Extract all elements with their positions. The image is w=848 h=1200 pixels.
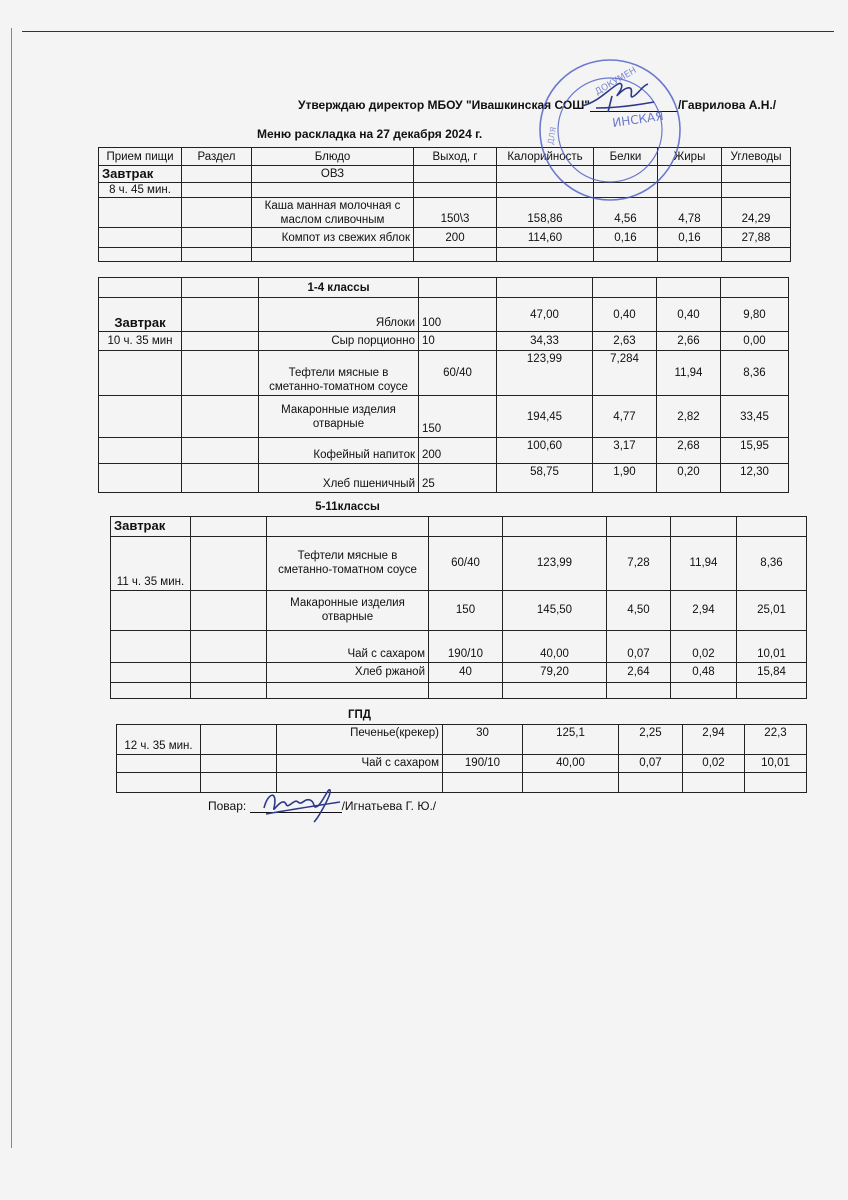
carbs-value: 25,01 — [737, 590, 807, 630]
table-row — [117, 707, 807, 724]
dish-name: Кофейный напиток — [259, 438, 419, 464]
cook-label: Повар: — [208, 799, 247, 813]
carbs-value: 12,30 — [721, 464, 789, 493]
cook-signature — [258, 784, 342, 824]
kcal-value: 125,1 — [523, 724, 619, 754]
kcal-value: 34,33 — [497, 332, 593, 351]
table-row — [99, 298, 789, 332]
table-row — [99, 351, 789, 396]
kcal-value: 123,99 — [497, 351, 593, 396]
col-dish: Блюдо — [252, 148, 414, 166]
group-label: 5-11классы — [315, 501, 380, 514]
meal-time: 8 ч. 45 мин. — [99, 183, 182, 198]
fat-value: 2,94 — [683, 724, 745, 754]
group-label: ГПД — [277, 707, 443, 724]
table-row — [99, 228, 791, 248]
kcal-value: 40,00 — [523, 754, 619, 772]
kcal-value: 123,99 — [503, 536, 607, 590]
kcal-value: 58,75 — [497, 464, 593, 493]
table-row — [111, 536, 807, 590]
portion-value: 60/40 — [419, 351, 497, 396]
portion-value: 190/10 — [443, 754, 523, 772]
carbs-value: 8,36 — [737, 536, 807, 590]
dish-name: Сыр порционно — [259, 332, 419, 351]
dish-name: Чай с сахаром — [277, 754, 443, 772]
fat-value: 2,68 — [657, 438, 721, 464]
fat-value: 0,40 — [657, 298, 721, 332]
dish-name: Тефтели мясные в сметанно-томатном соусе — [259, 351, 419, 396]
fat-value: 0,20 — [657, 464, 721, 493]
table-header-row — [99, 148, 791, 166]
menu-table-ovz — [98, 147, 791, 262]
carbs-value: 9,80 — [721, 298, 789, 332]
meal-time: 11 ч. 35 мин. — [111, 536, 191, 590]
meal-time: 10 ч. 35 мин — [99, 332, 182, 351]
menu-table-grades-1-4 — [98, 277, 789, 493]
meal-name: Завтрак — [99, 298, 182, 332]
svg-text:ДОКУМЕН: ДОКУМЕН — [593, 65, 639, 98]
dish-name: Печенье(крекер) — [277, 724, 443, 754]
kcal-value: 114,60 — [497, 228, 594, 248]
kcal-value: 47,00 — [497, 298, 593, 332]
protein-value: 4,50 — [607, 590, 671, 630]
fat-value: 11,94 — [671, 536, 737, 590]
portion-value: 40 — [429, 662, 503, 682]
carbs-value: 27,88 — [722, 228, 791, 248]
group-label: 1-4 классы — [259, 278, 419, 298]
dish-name: Хлеб ржаной — [267, 662, 429, 682]
kcal-value: 100,60 — [497, 438, 593, 464]
table-row — [117, 724, 807, 754]
svg-text:ИНСКАЯ: ИНСКАЯ — [611, 108, 665, 130]
page-left-rule — [11, 28, 12, 1148]
dish-name: Тефтели мясные в сметанно-томатном соусе — [267, 536, 429, 590]
fat-value: 0,48 — [671, 662, 737, 682]
kcal-value: 40,00 — [503, 630, 607, 662]
dish-name: Чай с сахаром — [267, 630, 429, 662]
meal-name: Завтрак — [99, 166, 182, 183]
kcal-value: 158,86 — [497, 198, 594, 228]
table-row — [99, 198, 791, 228]
fat-value: 11,94 — [657, 351, 721, 396]
svg-text:ДЛЯ: ДЛЯ — [546, 126, 559, 146]
col-section: Раздел — [182, 148, 252, 166]
protein-value: 2,64 — [607, 662, 671, 682]
protein-value: 3,17 — [593, 438, 657, 464]
protein-value: 1,90 — [593, 464, 657, 493]
menu-title: Меню раскладка на 27 декабря 2024 г. — [257, 127, 483, 141]
table-row — [111, 499, 807, 516]
page-top-rule — [22, 31, 834, 32]
col-meal: Прием пищи — [99, 148, 182, 166]
carbs-value: 24,29 — [722, 198, 791, 228]
protein-value: 4,77 — [593, 396, 657, 438]
portion-value: 25 — [419, 464, 497, 493]
carbs-value: 10,01 — [737, 630, 807, 662]
carbs-value: 15,84 — [737, 662, 807, 682]
menu-table-gpd — [116, 707, 807, 793]
director-signature — [578, 78, 656, 114]
table-row — [99, 396, 789, 438]
protein-value: 2,25 — [619, 724, 683, 754]
protein-value: 7,28 — [607, 536, 671, 590]
table-row — [99, 183, 791, 198]
dish-name: Каша манная молочная с маслом сливочным — [252, 198, 414, 228]
protein-value: 7,284 — [593, 351, 657, 396]
table-row — [99, 438, 789, 464]
meal-name: Завтрак — [111, 516, 191, 536]
table-row — [99, 332, 789, 351]
section-name: ОВЗ — [252, 166, 414, 183]
col-carbs: Углеводы — [722, 148, 791, 166]
carbs-value: 10,01 — [745, 754, 807, 772]
kcal-value: 145,50 — [503, 590, 607, 630]
portion-value: 200 — [419, 438, 497, 464]
fat-value: 4,78 — [658, 198, 722, 228]
portion-value: 200 — [414, 228, 497, 248]
dish-name: Яблоки — [259, 298, 419, 332]
table-row — [99, 248, 791, 262]
table-row — [117, 772, 807, 792]
table-row — [111, 662, 807, 682]
portion-value: 30 — [443, 724, 523, 754]
protein-value: 0,40 — [593, 298, 657, 332]
protein-value: 0,07 — [607, 630, 671, 662]
fat-value: 2,66 — [657, 332, 721, 351]
protein-value: 0,16 — [594, 228, 658, 248]
kcal-value: 194,45 — [497, 396, 593, 438]
table-row — [111, 516, 807, 536]
table-row — [99, 166, 791, 183]
portion-value: 10 — [419, 332, 497, 351]
approval-text: Утверждаю директор МБОУ "Ивашкинская СОШ" — [298, 98, 590, 112]
table-row — [99, 464, 789, 493]
menu-table-grades-5-11 — [110, 499, 807, 699]
portion-value: 100 — [419, 298, 497, 332]
cook-name: /Игнатьева Г. Ю./ — [341, 799, 437, 813]
fat-value: 2,82 — [657, 396, 721, 438]
protein-value: 4,56 — [594, 198, 658, 228]
carbs-value: 15,95 — [721, 438, 789, 464]
dish-name: Макаронные изделия отварные — [267, 590, 429, 630]
carbs-value: 33,45 — [721, 396, 789, 438]
portion-value: 150 — [419, 396, 497, 438]
col-kcal: Калорийность — [497, 148, 594, 166]
col-fat: Жиры — [658, 148, 722, 166]
portion-value: 150 — [429, 590, 503, 630]
carbs-value: 8,36 — [721, 351, 789, 396]
protein-value: 0,07 — [619, 754, 683, 772]
dish-name: Макаронные изделия отварные — [259, 396, 419, 438]
table-row — [111, 630, 807, 662]
table-row — [111, 590, 807, 630]
portion-value: 60/40 — [429, 536, 503, 590]
carbs-value: 22,3 — [745, 724, 807, 754]
col-protein: Белки — [594, 148, 658, 166]
meal-time: 12 ч. 35 мин. — [117, 724, 201, 754]
table-row — [99, 278, 789, 298]
table-row — [111, 682, 807, 698]
portion-value: 150\3 — [414, 198, 497, 228]
dish-name: Хлеб пшеничный — [259, 464, 419, 493]
fat-value: 0,16 — [658, 228, 722, 248]
fat-value: 0,02 — [671, 630, 737, 662]
protein-value: 2,63 — [593, 332, 657, 351]
fat-value: 2,94 — [671, 590, 737, 630]
portion-value: 190/10 — [429, 630, 503, 662]
kcal-value: 79,20 — [503, 662, 607, 682]
director-name: /Гаврилова А.Н./ — [677, 98, 777, 112]
col-portion: Выход, г — [414, 148, 497, 166]
dish-name: Компот из свежих яблок — [252, 228, 414, 248]
fat-value: 0,02 — [683, 754, 745, 772]
table-row — [117, 754, 807, 772]
carbs-value: 0,00 — [721, 332, 789, 351]
